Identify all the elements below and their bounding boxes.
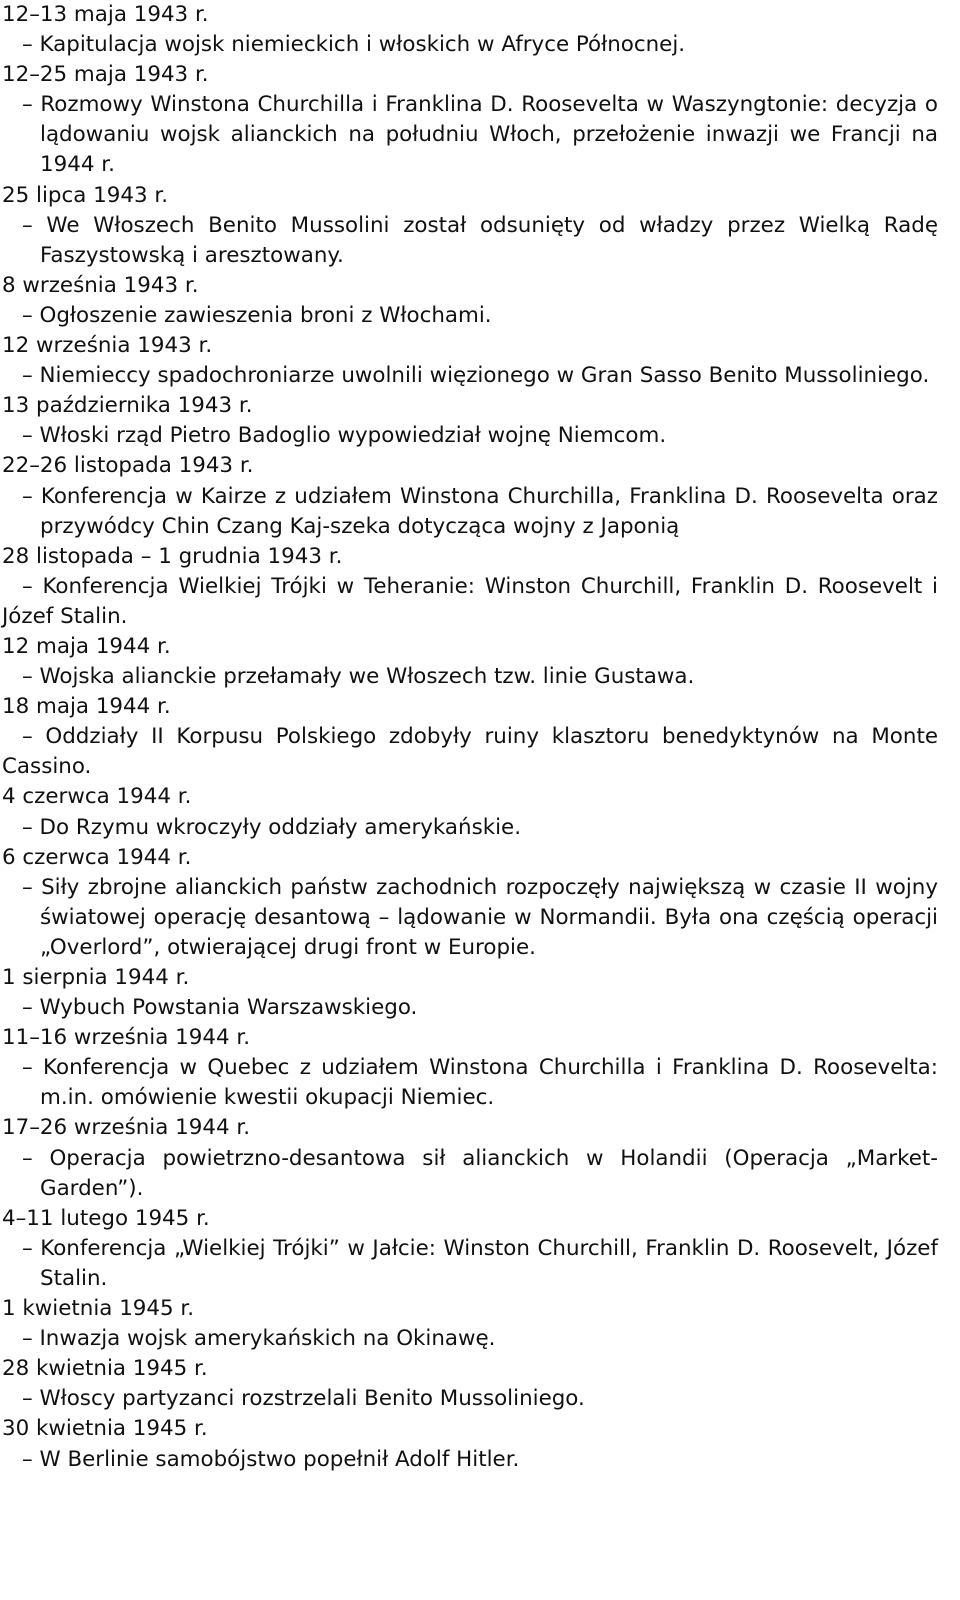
- entry-date: 30 kwietnia 1945 r.: [2, 1416, 208, 1442]
- timeline-entry: [2, 782, 938, 842]
- timeline-entry: [2, 451, 938, 541]
- timeline-entry: [2, 331, 938, 391]
- entry-date: 17–26 września 1944 r.: [2, 1115, 251, 1141]
- entry-date: 8 września 1943 r.: [2, 272, 199, 298]
- entry-date: 28 kwietnia 1945 r.: [2, 1356, 208, 1382]
- entry-event: – Konferencja Wielkiej Trójki w Teheranie: Winston Churchill, Franklin D. Roosevelt i Józef Stalin.: [2, 573, 938, 629]
- timeline-entry: [2, 843, 938, 963]
- entry-date: 1 kwietnia 1945 r.: [2, 1296, 195, 1322]
- entry-event: – Konferencja w Quebec z udziałem Winstona Churchilla i Franklina D. Roosevelta: m.in. omówienie kwestii okupacji Niemiec.: [22, 1055, 938, 1111]
- timeline-entry: [2, 1204, 938, 1294]
- entry-event: – Wybuch Powstania Warszawskiego.: [22, 995, 418, 1021]
- entry-date: 4 czerwca 1944 r.: [2, 784, 192, 810]
- entry-date: 12–13 maja 1943 r.: [2, 2, 209, 27]
- entry-event: – Niemieccy spadochroniarze uwolnili więzionego w Gran Sasso Benito Mussoliniego.: [22, 363, 930, 389]
- timeline-entry: [2, 1023, 938, 1113]
- timeline-entry: [2, 1354, 938, 1414]
- entry-date: 25 lipca 1943 r.: [2, 182, 169, 208]
- entry-event: – Operacja powietrzno-desantowa sił alianckich w Holandii (Operacja „Market- Garden”).: [22, 1145, 938, 1201]
- entry-event: – Włoski rząd Pietro Badoglio wypowiedział wojnę Niemcom.: [22, 423, 667, 449]
- entry-event: – Rozmowy Winstona Churchilla i Franklina D. Roosevelta w Waszyngtonie: decyzja o lądowaniu wojsk alianckich na południu Włoch, przełożenie inwazji we Francji na 1944 r.: [22, 92, 938, 178]
- entry-date: 12–25 maja 1943 r.: [2, 62, 209, 88]
- timeline-entry: [2, 391, 938, 451]
- entry-event: – Konferencja w Kairze z udziałem Winstona Churchilla, Franklina D. Roosevelta oraz przywódcy Chin Czang Kaj-szeka dotycząca wojny z Japonią: [22, 483, 938, 539]
- entry-date: 18 maja 1944 r.: [2, 694, 171, 720]
- entry-event: – Siły zbrojne alianckich państw zachodnich rozpoczęły największą w czasie II wojny światowej operację desantową – lądowanie w Normandii. Była ona częścią operacji „Overlord”, otwierającej drugi front w Europie.: [22, 874, 938, 960]
- timeline-entry: [2, 963, 938, 1023]
- entry-date: 12 września 1943 r.: [2, 333, 213, 359]
- entry-date: 6 czerwca 1944 r.: [2, 844, 192, 870]
- entry-event: – Konferencja „Wielkiej Trójki” w Jałcie: Winston Churchill, Franklin D. Roosevelt, Józef Stalin.: [22, 1235, 938, 1291]
- entry-event: – W Berlinie samobójstwo popełnił Adolf Hitler.: [22, 1446, 520, 1472]
- entry-event: – Do Rzymu wkroczyły oddziały amerykańskie.: [22, 814, 522, 840]
- entry-date: 1 sierpnia 1944 r.: [2, 965, 190, 990]
- timeline-entry: [2, 0, 938, 60]
- timeline-entry: [2, 692, 938, 782]
- timeline-entry: [2, 60, 938, 180]
- entry-date: 4–11 lutego 1945 r.: [2, 1205, 210, 1231]
- entry-date: 12 maja 1944 r.: [2, 633, 171, 659]
- entry-event: – We Włoszech Benito Mussolini został odsunięty od władzy przez Wielką Radę Faszystowską i aresztowany.: [22, 212, 938, 268]
- entry-event: – Włoscy partyzanci rozstrzelali Benito Mussoliniego.: [22, 1386, 585, 1412]
- entry-event: – Inwazja wojsk amerykańskich na Okinawę.: [22, 1326, 496, 1352]
- timeline-entry: [2, 181, 938, 271]
- entry-date: 13 października 1943 r.: [2, 393, 253, 419]
- timeline-entry: [2, 271, 938, 331]
- timeline-entry: [2, 1414, 938, 1474]
- entry-date: 22–26 listopada 1943 r.: [2, 453, 254, 479]
- entry-event: – Kapitulacja wojsk niemieckich i włoskich w Afryce Północnej.: [22, 32, 686, 58]
- entry-date: 11–16 września 1944 r.: [2, 1025, 251, 1051]
- timeline-entry: [2, 1294, 938, 1354]
- timeline-entry: [2, 632, 938, 692]
- timeline-entry: [2, 1113, 938, 1203]
- entry-event: – Oddziały II Korpusu Polskiego zdobyły ruiny klasztoru benedyktynów na Monte Cassino.: [2, 724, 938, 780]
- timeline-entry: [2, 542, 938, 632]
- entry-date: 28 listopada – 1 grudnia 1943 r.: [2, 543, 343, 569]
- entry-event: – Wojska alianckie przełamały we Włoszech tzw. linie Gustawa.: [22, 664, 695, 690]
- entry-event: – Ogłoszenie zawieszenia broni z Włochami.: [22, 302, 492, 328]
